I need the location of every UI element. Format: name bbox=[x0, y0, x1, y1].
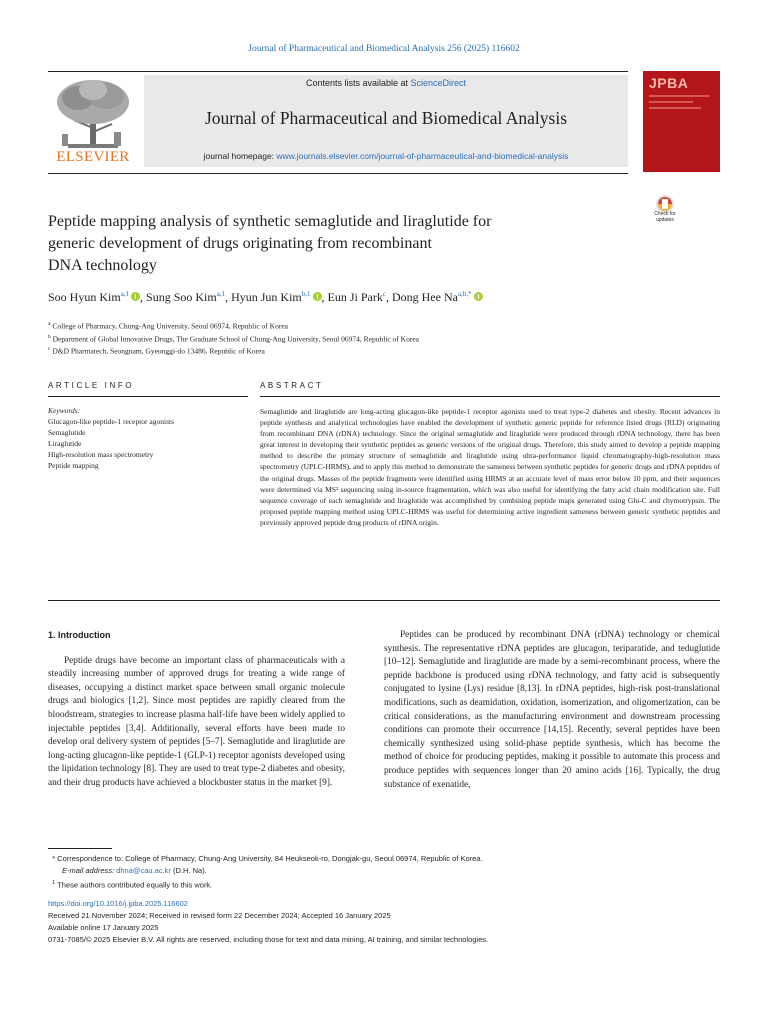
affiliation-text: D&D Pharmatech, Seongnam, Gyeonggi-do 13486, Republic of Korea bbox=[52, 346, 265, 356]
author-affil-mark[interactable]: a,b,* bbox=[457, 290, 472, 298]
author-name[interactable]: Soo Hyun Kim bbox=[48, 290, 121, 304]
journal-cover-image[interactable] bbox=[643, 71, 720, 172]
intro-right-column bbox=[384, 629, 720, 792]
publication-info bbox=[48, 898, 728, 946]
available-online-date: Available online 17 January 2025 bbox=[48, 923, 159, 932]
title-line: generic development of drugs originating from recombinant bbox=[48, 235, 432, 252]
email-note bbox=[48, 865, 728, 877]
equal-contribution-text: These authors contributed equally to this work. bbox=[57, 880, 213, 890]
contents-available-line bbox=[144, 78, 628, 88]
affiliations bbox=[48, 319, 728, 357]
author-name[interactable]: Eun Ji Park bbox=[327, 290, 383, 304]
title-line: DNA technology bbox=[48, 257, 157, 274]
keyword: Semaglutide bbox=[48, 428, 86, 437]
body-paragraph: Peptide drugs have become an important class of pharmaceuticals with a steadily increasing number of approved drugs for treating a wide range of diseases, occupying a distinct market space between small organic molecule drugs and biologics [1,2]. Since most peptides are rapidly cleared from the bloodstream, strategies to increase plasma half-life have been widely applied to injectable peptides [3,4]. Additionally, several efforts have been made to develop oral delivery system of peptides [5–7]. Semaglutide and liraglutide are long-acting glucagon-like peptide-1 (GLP-1) receptor agonists developed using the lipidation technology [8]. They are used to treat type-2 diabetes and obesity, and their drug products have achieved a blockbuster status in the market [9]. bbox=[48, 655, 345, 788]
homepage-prefix: journal homepage: bbox=[203, 151, 277, 161]
journal-title: Journal of Pharmaceutical and Biomedical Analysis bbox=[204, 108, 568, 128]
author-affil-mark[interactable]: b,1 bbox=[301, 290, 311, 298]
correspondence-text: Correspondence to: College of Pharmacy, Chung-Ang University, 84 Heukseok-ro, Dongjak-gu, Seoul 06974, Republic of Korea. bbox=[57, 854, 483, 863]
author-name[interactable]: Hyun Jun Kim bbox=[231, 290, 302, 304]
orcid-icon[interactable] bbox=[131, 292, 140, 301]
abstract-text: Semaglutide and liraglutide are long-acting glucagon-like peptide-1 receptor agonists used to treat type-2 diabetes and obesity. Recent advances in peptide synthesis and analytical technologies have enabled the development of synthetic generic peptide for reference listed drugs (RLD) originating from recombinant DNA (rDNA) technology. Since the original semaglutide and liraglutide were produced through rDNA technology, there has been great interest in developing their synthetic peptides as generic versions of the original drugs. Therefore, this study aimed to develop a peptide mapping method to describe the primary structure of semaglutide and liraglutide using ultra-performance liquid chromatography-high-resolution mass spectrometry (UPLC-HRMS), and to apply this method to demonstrate the sameness between synthetic peptides for generic drugs and rDNA peptides of the original drugs. Masses of the peptide fragments were identified using HRMS at an accurate level of mass error below 10 ppm, and their sequences were determined via MS² sequencing using in-source fragmentation, which was also useful for identifying the fatty acid chain modification site. Full sequence coverage of each semaglutide and liraglutide was accomplished by combining peptide maps generated using Glu-C and chymotrypsin. The proposed peptide mapping method using UPLC-HRMS was useful for determining active ingredient sameness between generic synthetic peptides and previously approved peptide drug products of rDNA origin. bbox=[260, 407, 720, 527]
email-suffix: (D.H. Na). bbox=[173, 866, 207, 875]
affiliation bbox=[48, 344, 728, 357]
affiliation bbox=[48, 319, 728, 332]
journal-homepage-line bbox=[144, 151, 628, 161]
email-link[interactable]: dhna@cau.ac.kr bbox=[116, 866, 171, 875]
journal-homepage-link[interactable]: www.journals.elsevier.com/journal-of-pharmaceutical-and-biomedical-analysis bbox=[276, 151, 569, 161]
author-list: Soo Hyun Kim$^{a,1}$ , Sung Soo Kim$^{a,1}$, Hyun Jun Kim$^{b,1}$ , Eun Ji Park$^c$, Dong Hee $Na^{a,b,*}$ bbox=[48, 290, 728, 305]
title-line: Peptide mapping analysis of synthetic semaglutide and liraglutide for bbox=[48, 213, 492, 230]
cover-decoration bbox=[649, 101, 693, 103]
cover-decoration bbox=[649, 95, 709, 97]
footnote-divider bbox=[48, 848, 112, 849]
keyword: Glucagon-like peptide-1 receptor agonists bbox=[48, 417, 174, 426]
journal-citation-link[interactable]: Journal of Pharmaceutical and Biomedical Analysis 256 (2025) 116602 bbox=[248, 44, 520, 54]
author-affil-mark[interactable]: a,1 bbox=[216, 290, 226, 298]
equal-contribution-note: $^1$ These authors contributed equally to this work. bbox=[52, 880, 213, 890]
affiliation bbox=[48, 332, 728, 345]
footnotes bbox=[48, 853, 728, 892]
article-info-heading: ARTICLE INFO bbox=[48, 381, 135, 390]
affiliation-mark: c bbox=[48, 346, 51, 352]
affiliation-mark: a bbox=[48, 321, 51, 327]
divider bbox=[48, 600, 720, 601]
intro-heading: 1. Introduction bbox=[48, 630, 111, 640]
journal-masthead bbox=[48, 71, 628, 174]
intro-left-column bbox=[48, 629, 345, 791]
keywords-block bbox=[48, 405, 248, 471]
orcid-icon[interactable] bbox=[474, 292, 483, 301]
orcid-icon[interactable] bbox=[313, 292, 322, 301]
keywords-label: Keywords: bbox=[48, 406, 81, 415]
received-dates: Received 21 November 2024; Received in revised form 22 December 2024; Accepted 16 January 2025 bbox=[48, 911, 391, 920]
divider bbox=[48, 396, 248, 397]
author-affil-mark[interactable]: c bbox=[382, 290, 386, 298]
keyword: Peptide mapping bbox=[48, 461, 99, 470]
email-label: E-mail address: bbox=[62, 866, 115, 875]
contents-prefix: Contents lists available at bbox=[305, 78, 411, 88]
check-for-updates-label[interactable]: Check for updates bbox=[654, 211, 676, 223]
article-title bbox=[48, 211, 618, 277]
divider bbox=[260, 396, 720, 397]
author-affil-mark[interactable]: a,1 bbox=[120, 290, 130, 298]
affiliation-mark: b bbox=[48, 333, 51, 340]
author-name[interactable]: Dong Hee Na bbox=[391, 290, 458, 304]
copyright-notice: 0731-7085/© 2025 Elsevier B.V. All rights are reserved, including those for text and data mining, AI training, and similar technologies. bbox=[48, 935, 489, 944]
author-name[interactable]: Sung Soo Kim bbox=[146, 290, 217, 304]
sciencedirect-link[interactable]: ScienceDirect bbox=[410, 78, 467, 88]
affiliation-text: College of Pharmacy, Chung-Ang University, Seoul 06974, Republic of Korea bbox=[52, 321, 288, 331]
cover-decoration bbox=[649, 107, 701, 109]
elsevier-wordmark: ELSEVIER bbox=[56, 149, 130, 165]
keyword: Liraglutide bbox=[48, 439, 82, 448]
keyword: High-resolution mass spectrometry bbox=[48, 450, 154, 459]
abstract-heading: ABSTRACT bbox=[260, 381, 324, 390]
doi-link[interactable]: https://doi.org/10.1016/j.jpba.2025.116602 bbox=[48, 899, 188, 908]
affiliation-text: Department of Global Innovative Drugs, The Graduate School of Chung-Ang University, Seoul 06974, Republic of Korea bbox=[52, 334, 420, 343]
correspondence-note: * Correspondence to: College of Pharmacy, Chung-Ang University, 84 Heukseok-ro, Dongjak-gu, Seoul 06974, Republic of Korea. bbox=[48, 854, 483, 863]
body-paragraph: Peptides can be produced by recombinant DNA (rDNA) technology or chemical synthesis. The representative rDNA peptides are glucagon, teriparatide, and teduglutide [10–12]. Semaglutide and liraglutide are made by a semi-recombinant process, where the peptide backbone is produced using rDNA technology, and fatty acid is subsequently conjugated to lysine (Lys) residue [8,13]. In rDNA peptides, high-risk post-translational modifications, such as deamidation, oxidation, isomerization, and oligomerization, can be critical considerations, as the manufacturing environment and downstream processing conditions can promote their occurrence [14,15]. Recently, several peptides have been chemically synthesized using solid-phase peptide synthesis, which has become the method of choice for producing peptides, making it possible to automate this process and produce peptides with sequences longer than 20 amino acids [16]. Typically, the drug substance of exenatide, bbox=[384, 630, 720, 790]
cover-jpba-text: JPBA bbox=[649, 75, 689, 91]
